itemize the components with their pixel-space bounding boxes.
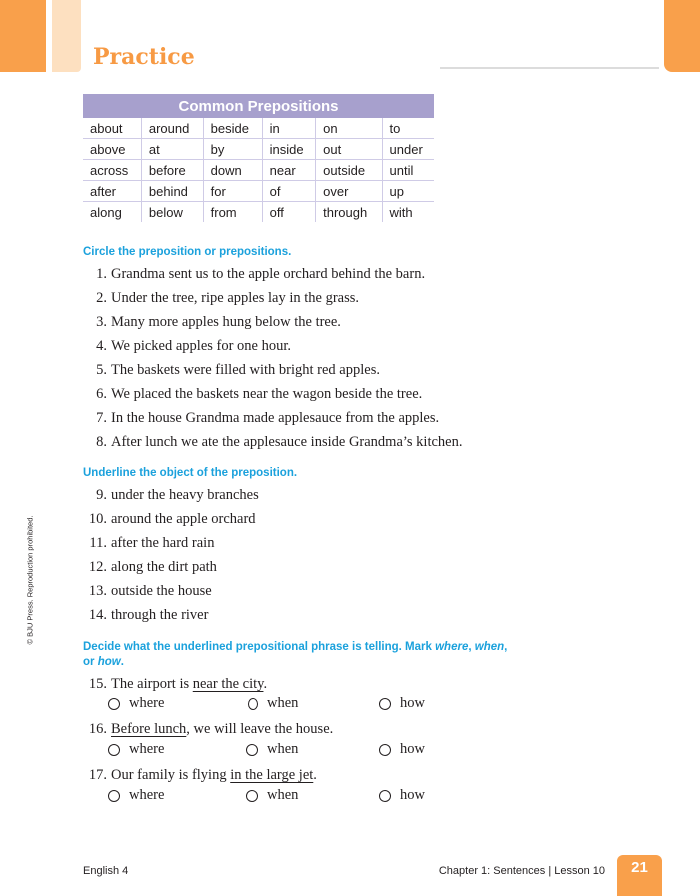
question-text: , we will leave the house. (186, 721, 334, 737)
question-12 (83, 559, 217, 576)
option-where-15[interactable] (108, 695, 164, 712)
instruction-text: , (504, 641, 508, 653)
question-text: We placed the baskets near the wagon beside the tree. (111, 386, 423, 402)
question-9 (83, 487, 259, 504)
question-text: around the apple orchard (111, 511, 256, 527)
option-how-17[interactable] (379, 787, 425, 804)
table-cell: down (203, 160, 262, 181)
option-where-16[interactable] (108, 741, 164, 758)
option-when-17[interactable] (246, 787, 298, 804)
question-16 (83, 721, 333, 738)
underlined-phrase: Before lunch (111, 721, 187, 737)
table-cell: at (141, 139, 203, 160)
option-when-15[interactable] (248, 695, 298, 712)
option-label: where (129, 787, 165, 803)
question-text: under the heavy branches (111, 487, 259, 503)
table-cell: by (203, 139, 262, 160)
corner-tab-right (664, 0, 700, 72)
option-label: how (400, 741, 425, 757)
table-cell: before (141, 160, 203, 181)
table-cell: up (382, 181, 434, 202)
table-cell: on (316, 118, 382, 139)
table-cell: behind (141, 181, 203, 202)
question-11 (83, 535, 214, 552)
table-cell: under (382, 139, 434, 160)
question-number: 13. (88, 583, 107, 599)
question-number: 10. (88, 511, 107, 527)
question-number: 7. (96, 410, 107, 426)
option-how-16[interactable] (379, 741, 425, 758)
question-4 (83, 338, 291, 355)
question-text: through the river (111, 607, 209, 623)
table-cell: through (316, 202, 382, 223)
copyright-notice: © BJU Press. Reproduction prohibited. (25, 515, 35, 645)
page-number: 21 (617, 855, 662, 896)
table-cell: from (203, 202, 262, 223)
question-number: 8. (96, 434, 107, 450)
question-text: The airport is (111, 676, 193, 692)
question-number: 9. (96, 487, 107, 503)
option-label: where (129, 741, 165, 757)
instruction-text: . (120, 656, 124, 668)
question-text: . (313, 767, 317, 783)
question-3 (83, 314, 341, 331)
question-number: 12. (88, 559, 107, 575)
question-number: 1. (96, 266, 107, 282)
table-row (83, 118, 434, 139)
table-cell: near (262, 160, 315, 181)
page-title: Practice (93, 44, 195, 70)
question-number: 4. (96, 338, 107, 354)
table-cell: in (262, 118, 315, 139)
table-row (83, 160, 434, 181)
question-text: In the house Grandma made applesauce from the apples. (111, 410, 440, 426)
question-number: 3. (96, 314, 107, 330)
table-row (83, 139, 434, 160)
question-13 (83, 583, 212, 600)
radio-circle-icon[interactable] (108, 744, 120, 756)
instruction-text: , (468, 641, 475, 653)
radio-circle-icon[interactable] (379, 790, 391, 802)
instruction-when: when (474, 641, 505, 653)
table-cell: along (83, 202, 141, 223)
instruction-decide (83, 640, 523, 670)
table-cell: until (382, 160, 434, 181)
question-number: 15. (88, 676, 107, 692)
underlined-phrase: in the large jet (230, 767, 314, 783)
question-text: . (263, 676, 268, 692)
question-text: Many more apples hung below the tree. (111, 314, 341, 330)
question-8 (83, 434, 463, 451)
question-text: Under the tree, ripe apples lay in the grass. (111, 290, 360, 306)
option-how-15[interactable] (379, 695, 425, 712)
table-cell: below (141, 202, 203, 223)
option-label: how (400, 695, 425, 711)
radio-circle-icon[interactable] (108, 698, 120, 710)
table-cell: around (141, 118, 203, 139)
table-cell: out (316, 139, 382, 160)
question-text: The baskets were filled with bright red apples. (111, 362, 380, 378)
radio-circle-icon[interactable] (246, 744, 258, 756)
question-6 (83, 386, 422, 403)
table-cell: with (389, 204, 413, 220)
option-label: where (129, 695, 165, 711)
underlined-phrase: near the city (192, 676, 264, 692)
question-number: 14. (88, 607, 107, 623)
instruction-how: how (97, 656, 121, 668)
table-cell: after (83, 181, 141, 202)
question-number: 17. (88, 767, 107, 783)
question-text: outside the house (111, 583, 212, 599)
question-5 (83, 362, 380, 379)
header-rule (440, 67, 659, 69)
option-label: when (267, 787, 299, 803)
footer-book-title: English 4 (83, 865, 129, 877)
table-title: Common Prepositions (83, 94, 434, 118)
option-where-17[interactable] (108, 787, 164, 804)
table-cell: over (316, 181, 382, 202)
question-7 (83, 410, 439, 427)
radio-circle-icon[interactable] (379, 698, 391, 710)
question-number: 6. (96, 386, 107, 402)
question-14 (83, 607, 208, 624)
corner-tab-light (52, 0, 81, 72)
table-cell: to (382, 118, 434, 139)
radio-circle-icon[interactable] (248, 698, 258, 710)
question-15 (83, 676, 267, 693)
question-10 (83, 511, 256, 528)
instruction-text: Decide what the underlined prepositional phrase is telling. Mark (83, 641, 436, 653)
option-label: when (267, 741, 299, 757)
table-cell: beside (203, 118, 262, 139)
instruction-text: or (83, 656, 98, 668)
table-cell: about (83, 118, 141, 139)
footer-chapter-lesson: Chapter 1: Sentences | Lesson 10 (438, 865, 605, 877)
question-number: 16. (88, 721, 107, 737)
radio-circle-icon[interactable] (246, 790, 258, 802)
table-cell: for (203, 181, 262, 202)
question-text: We picked apples for one hour. (111, 338, 292, 354)
question-text: Grandma sent us to the apple orchard behind the barn. (111, 266, 426, 282)
table-row (83, 202, 434, 223)
question-1 (83, 266, 425, 283)
question-number: 2. (96, 290, 107, 306)
radio-circle-icon[interactable] (108, 790, 120, 802)
instruction-circle: Circle the preposition or prepositions. (83, 246, 292, 258)
option-label: when (267, 695, 299, 711)
question-text: After lunch we ate the applesauce inside Grandma’s kitchen. (111, 434, 463, 450)
question-number: 5. (96, 362, 107, 378)
table-cell: above (83, 139, 141, 160)
question-text: along the dirt path (111, 559, 217, 575)
question-2 (83, 290, 359, 307)
instruction-underline: Underline the object of the preposition. (83, 467, 298, 479)
table-cell: of (262, 181, 315, 202)
prepositions-table (83, 94, 434, 222)
option-label: how (400, 787, 425, 803)
instruction-where: where (435, 641, 469, 653)
question-text: Our family is flying (111, 767, 231, 783)
table-cell: across (83, 160, 141, 181)
table-cell: outside (316, 160, 382, 181)
option-when-16[interactable] (246, 741, 298, 758)
corner-tab-dark (0, 0, 46, 72)
table-row (83, 181, 434, 202)
radio-circle-icon[interactable] (379, 744, 391, 756)
question-number: 11. (89, 535, 107, 551)
table-cell: off (262, 202, 315, 223)
table-cell: inside (262, 139, 315, 160)
question-text: after the hard rain (111, 535, 215, 551)
question-17 (83, 767, 317, 784)
